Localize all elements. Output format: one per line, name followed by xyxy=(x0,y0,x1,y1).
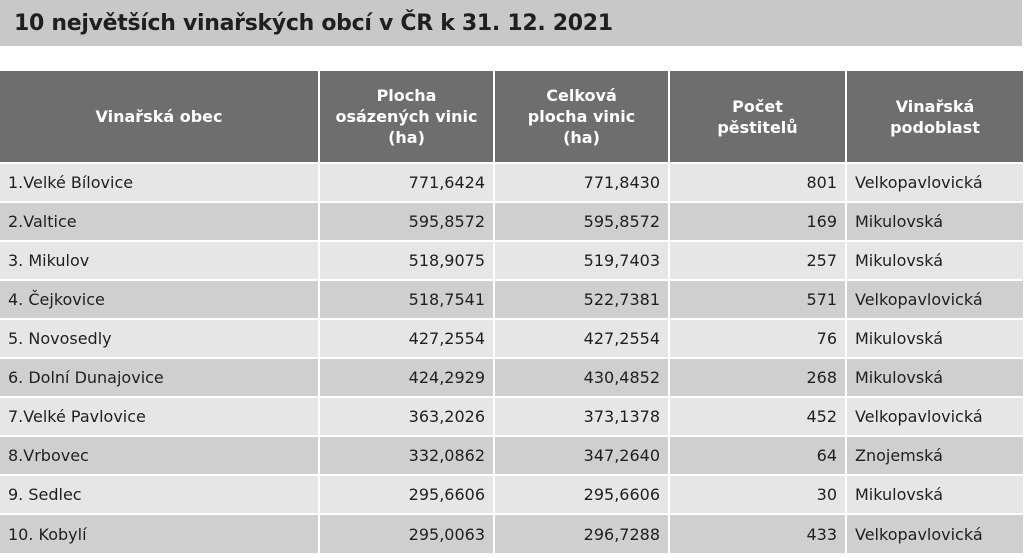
header-village xyxy=(0,71,319,163)
cell-village: 5. Novosedly xyxy=(0,319,319,358)
title-bar xyxy=(0,0,1022,46)
header-line: Vinařská xyxy=(895,96,975,116)
cell-growers-count: 433 xyxy=(669,514,846,553)
wine-villages-table xyxy=(0,71,1023,553)
cell-planted-area: 295,6606 xyxy=(319,475,494,514)
cell-village: 6. Dolní Dunajovice xyxy=(0,358,319,397)
cell-village: 3. Mikulov xyxy=(0,241,319,280)
cell-subregion: Velkopavlovická xyxy=(846,163,1023,202)
cell-planted-area: 595,8572 xyxy=(319,202,494,241)
cell-subregion: Mikulovská xyxy=(846,319,1023,358)
cell-growers-count: 571 xyxy=(669,280,846,319)
table-body xyxy=(0,163,1023,553)
header-line: plocha vinic xyxy=(527,107,636,126)
cell-growers-count: 169 xyxy=(669,202,846,241)
cell-planted-area: 518,7541 xyxy=(319,280,494,319)
header-line: podoblast xyxy=(890,117,980,137)
table-row xyxy=(0,475,1023,514)
cell-village: 10. Kobylí xyxy=(0,514,319,553)
header-row xyxy=(0,71,1023,163)
cell-total-area: 522,7381 xyxy=(494,280,669,319)
cell-total-area: 373,1378 xyxy=(494,397,669,436)
cell-planted-area: 332,0862 xyxy=(319,436,494,475)
cell-total-area: 771,8430 xyxy=(494,163,669,202)
cell-planted-area: 518,9075 xyxy=(319,241,494,280)
header-subregion xyxy=(846,71,1023,163)
cell-total-area: 427,2554 xyxy=(494,319,669,358)
header-line: Vinařská obec xyxy=(95,107,223,126)
header-line: (ha) xyxy=(563,128,600,147)
cell-growers-count: 64 xyxy=(669,436,846,475)
cell-total-area: 295,6606 xyxy=(494,475,669,514)
cell-total-area: 347,2640 xyxy=(494,436,669,475)
table-row xyxy=(0,163,1023,202)
cell-growers-count: 257 xyxy=(669,241,846,280)
cell-subregion: Znojemská xyxy=(846,436,1023,475)
cell-total-area: 296,7288 xyxy=(494,514,669,553)
header-line: (ha) xyxy=(388,128,425,147)
header-line: osázených vinic xyxy=(335,107,478,126)
cell-planted-area: 363,2026 xyxy=(319,397,494,436)
table-row xyxy=(0,241,1023,280)
cell-subregion: Velkopavlovická xyxy=(846,280,1023,319)
cell-village: 7.Velké Pavlovice xyxy=(0,397,319,436)
table-row xyxy=(0,280,1023,319)
cell-village: 4. Čejkovice xyxy=(0,280,319,319)
cell-subregion: Mikulovská xyxy=(846,475,1023,514)
cell-subregion: Mikulovská xyxy=(846,358,1023,397)
cell-growers-count: 801 xyxy=(669,163,846,202)
cell-village: 8.Vrbovec xyxy=(0,436,319,475)
cell-growers-count: 268 xyxy=(669,358,846,397)
cell-planted-area: 771,6424 xyxy=(319,163,494,202)
cell-growers-count: 76 xyxy=(669,319,846,358)
cell-total-area: 595,8572 xyxy=(494,202,669,241)
cell-total-area: 519,7403 xyxy=(494,241,669,280)
header-line: Celková xyxy=(546,86,617,105)
cell-planted-area: 295,0063 xyxy=(319,514,494,553)
cell-subregion: Mikulovská xyxy=(846,241,1023,280)
cell-village: 2.Valtice xyxy=(0,202,319,241)
cell-planted-area: 427,2554 xyxy=(319,319,494,358)
cell-subregion: Mikulovská xyxy=(846,202,1023,241)
table-row xyxy=(0,358,1023,397)
header-total-area xyxy=(494,71,669,163)
table-header xyxy=(0,71,1023,163)
header-planted-area xyxy=(319,71,494,163)
cell-village: 9. Sedlec xyxy=(0,475,319,514)
table-row xyxy=(0,397,1023,436)
cell-growers-count: 30 xyxy=(669,475,846,514)
cell-village: 1.Velké Bílovice xyxy=(0,163,319,202)
table-row xyxy=(0,319,1023,358)
table-row xyxy=(0,436,1023,475)
cell-subregion: Velkopavlovická xyxy=(846,397,1023,436)
table-row xyxy=(0,514,1023,553)
header-line: Plocha xyxy=(376,86,437,105)
cell-subregion: Velkopavlovická xyxy=(846,514,1023,553)
cell-growers-count: 452 xyxy=(669,397,846,436)
cell-planted-area: 424,2929 xyxy=(319,358,494,397)
header-growers-count xyxy=(669,71,846,163)
header-line: pěstitelů xyxy=(717,117,798,137)
page-title: 10 největších vinařských obcí v ČR k 31. 12. 2021 xyxy=(14,10,613,36)
header-line: Počet xyxy=(732,96,783,116)
table-row xyxy=(0,202,1023,241)
cell-total-area: 430,4852 xyxy=(494,358,669,397)
